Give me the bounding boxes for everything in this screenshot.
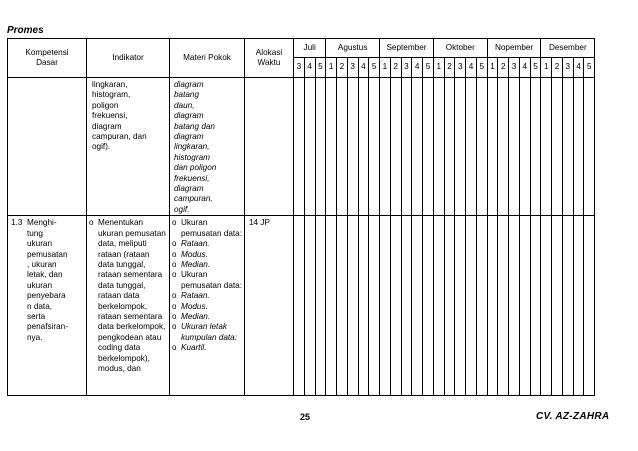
header-week: 3 bbox=[562, 58, 573, 78]
materi-item: o Ukuran pemusatan data: bbox=[172, 270, 242, 291]
week-cell bbox=[401, 78, 412, 216]
text-line: batang dan bbox=[174, 121, 215, 131]
week-cell bbox=[519, 78, 530, 216]
week-cell bbox=[519, 216, 530, 396]
week-cell bbox=[487, 216, 498, 396]
text-line: diagram bbox=[174, 132, 204, 142]
week-cell bbox=[455, 78, 466, 216]
header-week: 3 bbox=[455, 58, 466, 78]
header-week: 4 bbox=[412, 58, 423, 78]
week-cell bbox=[369, 216, 380, 396]
text-line: pemusatan bbox=[27, 249, 68, 259]
text-line: poligon bbox=[92, 100, 119, 110]
header-month: Desember bbox=[541, 39, 595, 58]
text-line: histogram, bbox=[92, 90, 131, 100]
week-cell bbox=[466, 78, 477, 216]
week-cell bbox=[552, 216, 563, 396]
week-cell bbox=[380, 78, 391, 216]
week-cell bbox=[390, 216, 401, 396]
header-week: 1 bbox=[541, 58, 552, 78]
text-line: ogif. bbox=[174, 204, 190, 214]
week-cell bbox=[369, 78, 380, 216]
header-alokasi: Alokasi Waktu bbox=[245, 39, 294, 78]
alokasi-cell bbox=[245, 78, 294, 216]
materi-item: o Modus. bbox=[172, 250, 242, 260]
header-week: 2 bbox=[552, 58, 563, 78]
week-cell bbox=[455, 216, 466, 396]
materi-cell bbox=[170, 216, 245, 396]
week-cell bbox=[294, 78, 305, 216]
header-week: 5 bbox=[530, 58, 541, 78]
week-cell bbox=[584, 78, 595, 216]
week-cell bbox=[476, 216, 487, 396]
text-line: campuran, bbox=[174, 194, 213, 204]
header-week: 1 bbox=[380, 58, 391, 78]
materi-item: o Ukuran pemusatan data: bbox=[172, 218, 242, 239]
header-week: 1 bbox=[433, 58, 444, 78]
header-week: 4 bbox=[573, 58, 584, 78]
week-cell bbox=[487, 78, 498, 216]
header-week: 2 bbox=[390, 58, 401, 78]
header-week: 1 bbox=[487, 58, 498, 78]
week-cell bbox=[337, 78, 348, 216]
alokasi-cell bbox=[245, 216, 294, 396]
text-line: letak, dan bbox=[27, 270, 63, 280]
materi-item: o Rataan. bbox=[172, 239, 242, 249]
text-line: histogram bbox=[174, 152, 210, 162]
text-line: tung bbox=[27, 228, 43, 238]
header-month: September bbox=[380, 39, 434, 58]
kd-number: 1.3 bbox=[11, 218, 23, 228]
text-line: penafsiran- bbox=[27, 322, 68, 332]
indikator-cell bbox=[87, 78, 170, 216]
header-week: 5 bbox=[315, 58, 326, 78]
header-week: 5 bbox=[423, 58, 434, 78]
week-cell bbox=[412, 216, 423, 396]
alokasi-value: 14 JP bbox=[249, 218, 270, 228]
header-week: 4 bbox=[466, 58, 477, 78]
header-week: 2 bbox=[444, 58, 455, 78]
week-cell bbox=[541, 78, 552, 216]
week-cell bbox=[562, 216, 573, 396]
text-line: diagram bbox=[174, 111, 204, 121]
header-week: 3 bbox=[347, 58, 358, 78]
header-week: 5 bbox=[584, 58, 595, 78]
header-week: 4 bbox=[358, 58, 369, 78]
week-cell bbox=[433, 78, 444, 216]
promes-table bbox=[7, 38, 595, 396]
header-week: 3 bbox=[509, 58, 520, 78]
text-line: diagram bbox=[92, 121, 122, 131]
week-cell bbox=[444, 216, 455, 396]
table-row bbox=[8, 78, 595, 216]
week-cell bbox=[423, 216, 434, 396]
text-line: frekuensi, bbox=[92, 111, 128, 121]
week-cell bbox=[498, 216, 509, 396]
week-cell bbox=[433, 216, 444, 396]
week-cell bbox=[584, 216, 595, 396]
week-cell bbox=[444, 78, 455, 216]
week-cell bbox=[315, 78, 326, 216]
header-month: Oktober bbox=[433, 39, 487, 58]
text-line: daun, bbox=[174, 100, 195, 110]
week-cell bbox=[315, 216, 326, 396]
week-cell bbox=[412, 78, 423, 216]
header-week: 3 bbox=[401, 58, 412, 78]
header-week: 1 bbox=[326, 58, 337, 78]
text-line: nya. bbox=[27, 332, 43, 342]
text-line: batang bbox=[174, 90, 200, 100]
week-cell bbox=[326, 216, 337, 396]
header-week: 5 bbox=[369, 58, 380, 78]
week-cell bbox=[530, 78, 541, 216]
header-week: 2 bbox=[337, 58, 348, 78]
text-line: ogif). bbox=[92, 142, 111, 152]
week-cell bbox=[304, 78, 315, 216]
text-line: diagram bbox=[174, 80, 204, 89]
kd-cell bbox=[8, 216, 87, 396]
week-cell bbox=[498, 78, 509, 216]
week-cell bbox=[304, 216, 315, 396]
document-title: Promes bbox=[7, 25, 44, 36]
week-cell bbox=[337, 216, 348, 396]
header-month: Agustus bbox=[326, 39, 380, 58]
week-cell bbox=[466, 216, 477, 396]
header-kompetensi: Kompetensi Dasar bbox=[8, 39, 87, 78]
materi-item: o Rataan. bbox=[172, 291, 242, 301]
week-cell bbox=[423, 78, 434, 216]
page-number: 25 bbox=[300, 412, 311, 422]
header-week: 2 bbox=[498, 58, 509, 78]
week-cell bbox=[401, 216, 412, 396]
text-line: dan poligon bbox=[174, 163, 217, 173]
table-row bbox=[8, 216, 595, 396]
text-line: serta bbox=[27, 311, 46, 321]
week-cell bbox=[294, 216, 305, 396]
header-week: 4 bbox=[519, 58, 530, 78]
materi-item: o Ukuran letak kumpulan data: bbox=[172, 322, 242, 343]
header-week: 5 bbox=[476, 58, 487, 78]
week-cell bbox=[347, 78, 358, 216]
week-cell bbox=[380, 216, 391, 396]
text-line: , ukuran bbox=[27, 259, 57, 269]
header-week: 4 bbox=[304, 58, 315, 78]
week-cell bbox=[390, 78, 401, 216]
indikator-cell bbox=[87, 216, 170, 396]
text-line: lingkaran, bbox=[92, 80, 128, 89]
text-line: penyebara bbox=[27, 291, 66, 301]
week-cell bbox=[476, 78, 487, 216]
materi-item: o Median. bbox=[172, 260, 242, 270]
week-cell bbox=[326, 78, 337, 216]
materi-cell bbox=[170, 78, 245, 216]
week-cell bbox=[562, 78, 573, 216]
week-cell bbox=[552, 78, 563, 216]
materi-item: o Kuartil. bbox=[172, 343, 242, 353]
materi-item: o Median. bbox=[172, 312, 242, 322]
week-cell bbox=[347, 216, 358, 396]
week-cell bbox=[530, 216, 541, 396]
week-cell bbox=[509, 78, 520, 216]
week-cell bbox=[541, 216, 552, 396]
text-line: Menghi- bbox=[27, 218, 57, 228]
week-cell bbox=[358, 78, 369, 216]
text-line: lingkaran, bbox=[174, 142, 210, 152]
text-line: ukuran bbox=[27, 239, 53, 249]
text-line: frekuensi, bbox=[174, 173, 210, 183]
kd-cell bbox=[8, 78, 87, 216]
text-line: n data, bbox=[27, 301, 53, 311]
text-line: ukuran bbox=[27, 280, 53, 290]
text-line: campuran, dan bbox=[92, 132, 147, 142]
week-cell bbox=[358, 216, 369, 396]
header-month: Nopember bbox=[487, 39, 541, 58]
header-month: Juli bbox=[294, 39, 326, 58]
text-line: diagram bbox=[174, 184, 204, 194]
week-cell bbox=[573, 216, 584, 396]
week-cell bbox=[573, 78, 584, 216]
indikator-item: o Menentukan ukuran pemusatan data, meliputi rataan (rataan data tunggal, rataan sementara data tunggal, rataan data berkelompok, rataan sementara data berkelompok, pengkodean atau coding data berkelompok), modus, dan bbox=[89, 218, 167, 374]
header-row-months bbox=[8, 39, 595, 58]
materi-item: o Modus. bbox=[172, 302, 242, 312]
header-materi: Materi Pokok bbox=[170, 39, 245, 78]
week-cell bbox=[509, 216, 520, 396]
header-week: 3 bbox=[294, 58, 305, 78]
header-indikator: Indikator bbox=[87, 39, 170, 78]
publisher-name: CV. AZ-ZAHRA bbox=[536, 411, 610, 422]
